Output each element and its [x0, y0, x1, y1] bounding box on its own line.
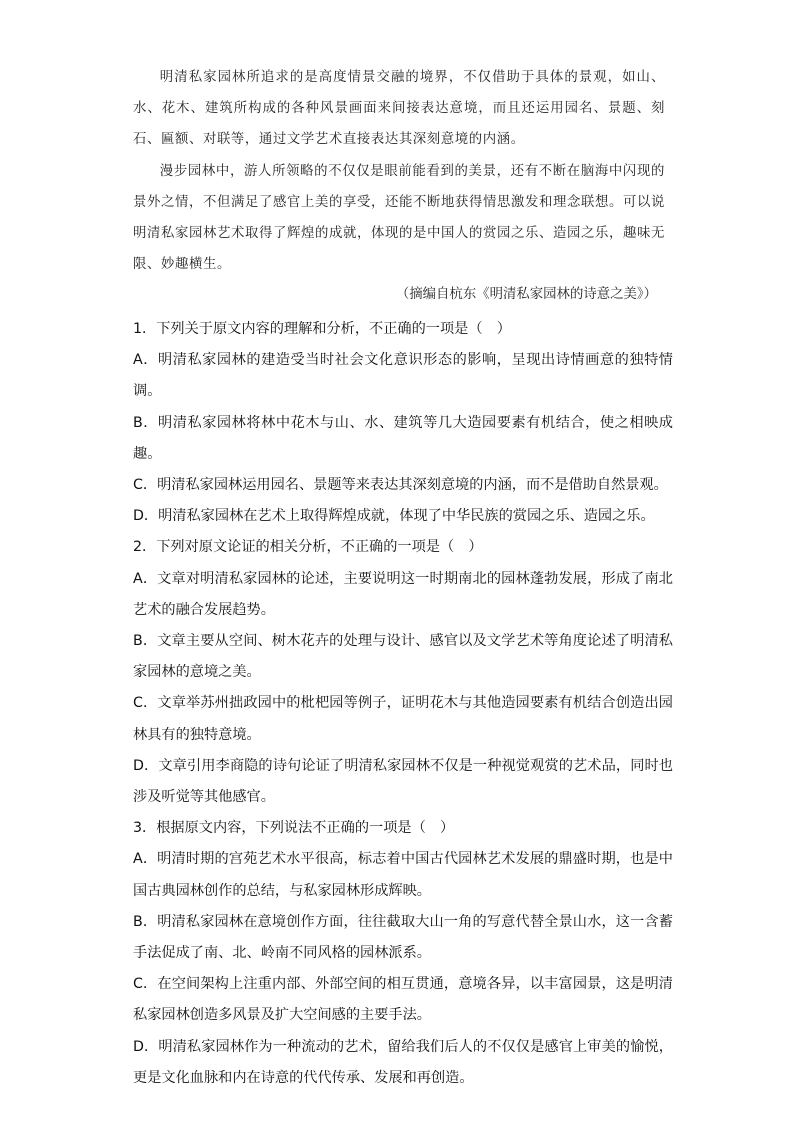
option-b: B．文章主要从空间、树木花卉的处理与设计、感官以及文学艺术等角度论述了明清私家园林的意境之美。	[133, 633, 673, 681]
passage-source: （摘编自杭东《明清私家园林的诗意之美》）	[395, 287, 657, 302]
passage-paragraph: 漫步园林中，游人所领略的不仅仅是眼前能看到的美景，还有不断在脑海中闪现的景外之情，不但满足了感官上美的享受，还能不断地获得情思激发和理念联想。可以说明清私家园林艺术取得了辉煌的成就，体现的是中国人的赏园之乐、造园之乐，趣味无限、妙趣横生。	[133, 163, 665, 273]
question-3	[133, 813, 673, 1094]
option-a: A．明清时期的宫苑艺术水平很高，标志着中国古代园林艺术发展的鼎盛时期，也是中国古典园林创作的总结，与私家园林形成辉映。	[133, 851, 673, 899]
option-d: D．文章引用李商隐的诗句论证了明清私家园林不仅是一种视觉观赏的艺术品，同时也涉及听觉等其他感官。	[133, 757, 673, 806]
question-1	[133, 314, 673, 532]
option-c: C．文章举苏州拙政园中的枇杷园等例子，证明花木与其他造园要素有机结合创造出园林具有的独特意境。	[133, 695, 673, 743]
question-2	[133, 532, 673, 813]
option-b: B．明清私家园林在意境创作方面，往往截取大山一角的写意代替全景山水，这一含蓄手法促成了南、北、岭南不同风格的园林派系。	[133, 913, 673, 962]
option-d: D．明清私家园林作为一种流动的艺术，留给我们后人的不仅仅是感官上审美的愉悦，更是文化血脉和内在诗意的代代传承、发展和再创造。	[133, 1038, 673, 1086]
passage-paragraph: 明清私家园林所追求的是高度情景交融的境界，不仅借助于具体的景观，如山、水、花木、建筑所构成的各种风景画面来间接表达意境，而且还运用园名、景题、刻石、匾额、对联等，通过文学艺术直接表达其深刻意境的内涵。	[133, 70, 665, 148]
option-c: C．明清私家园林运用园名、景题等来表达其深刻意境的内涵，而不是借助自然景观。	[133, 477, 668, 494]
option-c: C．在空间架构上注重内部、外部空间的相互贯通，意境各异，以丰富园景，这是明清私家园林创造多风景及扩大空间感的主要手法。	[133, 976, 673, 1024]
option-d: D．明清私家园林在艺术上取得辉煌成就，体现了中华民族的赏园之乐、造园之乐。	[133, 508, 655, 525]
question-stem: 3．根据原文内容，下列说法不正确的一项是（ ）	[133, 820, 455, 837]
question-stem: 2．下列对原文论证的相关分析，不正确的一项是（ ）	[133, 539, 483, 556]
reading-passage	[133, 62, 665, 280]
option-a: A．文章对明清私家园林的论述，主要说明这一时期南北的园林蓬勃发展，形成了南北艺术的融合发展趋势。	[133, 570, 673, 618]
question-stem: 1．下列关于原文内容的理解和分析，不正确的一项是（ ）	[133, 321, 511, 337]
question-list	[133, 314, 673, 1094]
option-a: A．明清私家园林的建造受当时社会文化意识形态的影响，呈现出诗情画意的独特情调。	[133, 352, 673, 400]
option-b: B．明清私家园林将林中花木与山、水、建筑等几大造园要素有机结合，使之相映成趣。	[133, 414, 673, 462]
